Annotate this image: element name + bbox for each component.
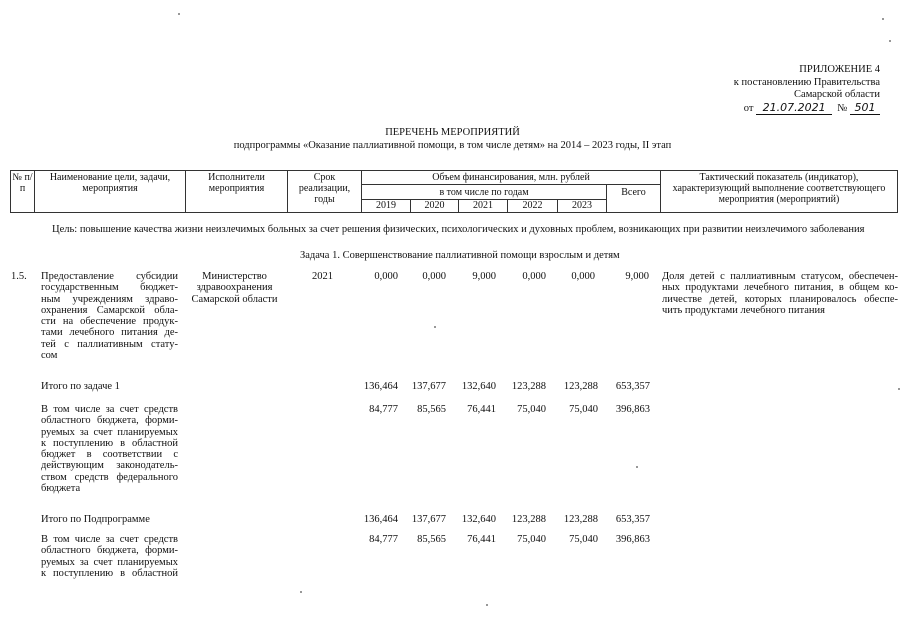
value-2019: 136,464 <box>363 381 398 392</box>
row-name-line: тами лечебного питания де- <box>41 327 178 339</box>
executor-line: Самарской области <box>191 293 278 305</box>
header-year-2020: 2020 <box>410 199 459 213</box>
document-subtitle: подпрограммы «Оказание паллиативной помощи, в том числе детям» на 2014 – 2023 годы, II этап <box>233 140 672 151</box>
value-2021: 9,000 <box>472 271 496 282</box>
row-indicator <box>662 271 898 316</box>
value-2020: 0,000 <box>422 271 446 282</box>
row-executors <box>182 271 287 305</box>
value-total: 653,357 <box>615 514 650 525</box>
header-total: Всего <box>606 184 661 213</box>
number-prefix: № <box>837 102 848 114</box>
value-2019: 136,464 <box>363 514 398 525</box>
row-name-line: Предоставление субсидии <box>41 271 178 282</box>
row-name-line: руемых за счет планируемых <box>41 556 178 568</box>
value-2020: 85,565 <box>417 404 446 415</box>
header-funding: Объем финансирования, млн. рублей <box>361 170 661 185</box>
value-2022: 75,040 <box>517 404 546 415</box>
row-name-line: руемых за счет планируемых <box>41 426 178 438</box>
header-name: Наименование цели, задачи, мероприятия <box>34 170 186 213</box>
row-name-line: областного бюджета, форми- <box>41 545 178 557</box>
value-2019: 0,000 <box>374 271 398 282</box>
value-2023: 0,000 <box>571 271 595 282</box>
header-term: Срок реализации, годы <box>287 170 362 213</box>
indicator-line: ных продуктами лечебного питания, в общем ко- <box>662 282 898 294</box>
row-name-line: действующим законодатель- <box>41 460 178 472</box>
handwritten-number: 501 <box>850 102 880 116</box>
value-2020: 137,677 <box>411 514 446 525</box>
header-year-2022: 2022 <box>507 199 558 213</box>
document-heading <box>150 126 755 152</box>
appendix-line-2: Самарской области <box>794 89 880 100</box>
header-by-year: в том числе по годам <box>361 184 607 200</box>
handwritten-date: 21.07.2021 <box>756 102 832 116</box>
indicator-line: Доля детей с паллиативным статусом, обеспечен- <box>662 271 898 282</box>
row-name-line: тей с паллиативным стату- <box>41 338 178 350</box>
header-year-2019: 2019 <box>361 199 411 213</box>
value-2021: 76,441 <box>467 404 496 415</box>
indicator-line: личестве детей, которых планировалось обеспе- <box>662 293 898 305</box>
value-2019: 84,777 <box>369 404 398 415</box>
row-name <box>41 404 178 494</box>
header-num: № п/п <box>10 170 35 213</box>
table-header <box>10 170 898 213</box>
value-2023: 75,040 <box>569 404 598 415</box>
value-total: 396,863 <box>615 404 650 415</box>
row-name-line: бюджета <box>41 483 81 495</box>
header-year-2023: 2023 <box>557 199 607 213</box>
appendix-block <box>680 64 880 115</box>
row-name <box>41 534 178 579</box>
value-total: 653,357 <box>615 381 650 392</box>
header-year-2021: 2021 <box>458 199 508 213</box>
document-title: ПЕРЕЧЕНЬ МЕРОПРИЯТИЙ <box>385 127 520 138</box>
value-2022: 123,288 <box>511 514 546 525</box>
executor-line: Министерство <box>202 271 267 282</box>
row-name-line: государственным бюджет- <box>41 282 178 294</box>
value-total: 396,863 <box>615 534 650 545</box>
row-name-line: В том числе за счет средств <box>41 534 178 545</box>
header-executors: Исполнители мероприятия <box>185 170 288 213</box>
row-number: 1.5. <box>11 271 27 282</box>
row-name-line: сти на обеспечение продук- <box>41 316 178 328</box>
row-name-line: областного бюджета, форми- <box>41 415 178 427</box>
row-name-line: сом <box>41 350 58 362</box>
executor-line: здравоохранения <box>196 282 273 294</box>
row-name-line: бюджет в соответствии с <box>41 449 178 461</box>
date-prefix: от <box>743 102 754 114</box>
row-name <box>41 271 178 361</box>
value-2020: 85,565 <box>417 534 446 545</box>
row-name-line: охранения Самарской обла- <box>41 304 178 316</box>
row-name: Итого по Подпрограмме <box>41 514 150 525</box>
value-2023: 123,288 <box>563 514 598 525</box>
value-2021: 132,640 <box>461 514 496 525</box>
row-name-line: к поступлению в областной <box>41 437 178 449</box>
indicator-line: чить продуктами лечебного питания <box>662 304 825 316</box>
value-total: 9,000 <box>625 271 649 282</box>
appendix-line-1: к постановлению Правительства <box>733 76 880 88</box>
task-line: Задача 1. Совершенствование паллиативной помощи взрослым и детям <box>300 250 620 261</box>
goal-line: Цель: повышение качества жизни неизлечимых больных за счет решения физических, психологических и духовных проблем, возникающих при развитии неизлечимого заболевания <box>52 224 865 235</box>
value-2020: 137,677 <box>411 381 446 392</box>
value-2023: 75,040 <box>569 534 598 545</box>
value-2022: 75,040 <box>517 534 546 545</box>
row-name-line: В том числе за счет средств <box>41 404 178 415</box>
value-2022: 123,288 <box>511 381 546 392</box>
row-name-line: к поступлению в областной <box>41 567 178 579</box>
appendix-title: ПРИЛОЖЕНИЕ 4 <box>799 64 880 75</box>
row-term: 2021 <box>312 271 333 282</box>
value-2023: 123,288 <box>563 381 598 392</box>
row-name: Итого по задаче 1 <box>41 381 120 392</box>
value-2019: 84,777 <box>369 534 398 545</box>
appendix-date-line <box>680 102 880 116</box>
header-indicator: Тактический показатель (индикатор), характеризующий выполнение соответствующего мероприятия (мероприятий) <box>660 170 898 213</box>
value-2021: 76,441 <box>467 534 496 545</box>
value-2021: 132,640 <box>461 381 496 392</box>
row-name-line: ным учреждениям здраво- <box>41 293 178 305</box>
value-2022: 0,000 <box>522 271 546 282</box>
row-name-line: ством средств федерального <box>41 471 178 483</box>
